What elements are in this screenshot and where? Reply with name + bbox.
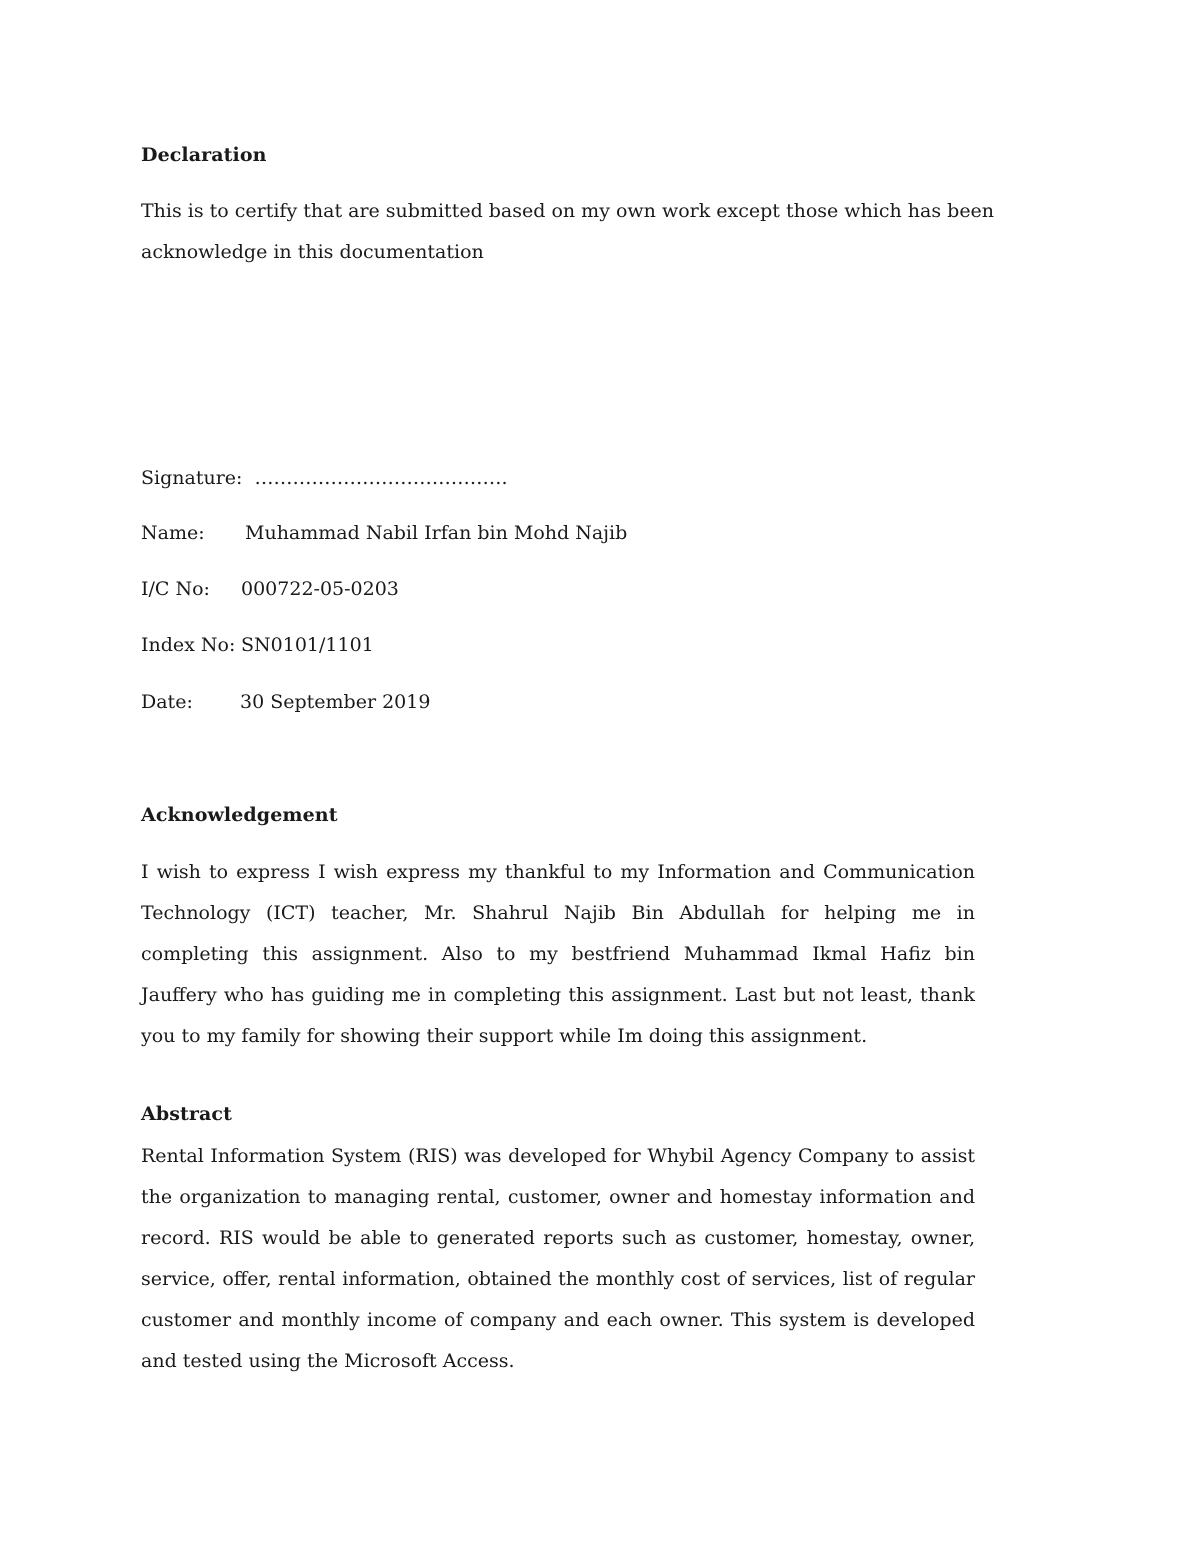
ic-label: I/C No: xyxy=(141,578,210,600)
declaration-heading: Declaration xyxy=(141,144,267,166)
signature-label: Signature: xyxy=(141,467,243,489)
date-value: 30 September 2019 xyxy=(240,691,431,713)
name-label: Name: xyxy=(141,522,205,544)
ic-line xyxy=(141,578,741,604)
index-line xyxy=(141,634,741,660)
index-value: SN0101/1101 xyxy=(241,634,374,656)
signature-dots: …………………………………. xyxy=(254,467,508,489)
name-line xyxy=(141,522,741,548)
index-label: Index No: xyxy=(141,634,236,656)
acknowledgement-heading: Acknowledgement xyxy=(141,804,338,826)
abstract-heading: Abstract xyxy=(141,1103,232,1125)
declaration-text: This is to certify that are submitted based on my own work except those which has been acknowledge in this documentation xyxy=(141,200,995,263)
acknowledgement-text: I wish to express I wish express my thankful to my Information and Communication Technology (ICT) teacher, Mr. Shahrul Najib Bin Abdullah for helping me in completing this assignment. Also to my bestfriend Muhammad Ikmal Hafiz bin Jauffery who has guiding me in completing this assignment. Last but not least, thank you to my family for showing their support while Im doing this assignment. xyxy=(141,861,975,1047)
abstract-text: Rental Information System (RIS) was developed for Whybil Agency Company to assist the organization to managing rental, customer, owner and homestay information and record. RIS would be able to generated reports such as customer, homestay, owner, service, offer, rental information, obtained the monthly cost of services, list of regular customer and monthly income of company and each owner. This system is developed and tested using the Microsoft Access. xyxy=(141,1145,975,1372)
signature-line xyxy=(141,467,508,489)
date-label: Date: xyxy=(141,691,193,713)
ic-value: 000722-05-0203 xyxy=(241,578,399,600)
date-line xyxy=(141,691,741,717)
name-value: Muhammad Nabil Irfan bin Mohd Najib xyxy=(245,522,628,544)
